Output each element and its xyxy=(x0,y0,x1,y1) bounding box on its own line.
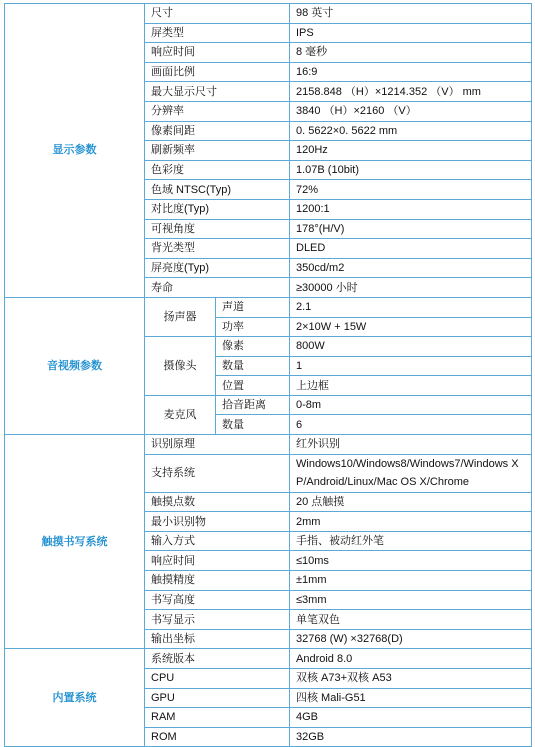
spec-value: 72% xyxy=(290,180,532,200)
spec-label: 识别原理 xyxy=(145,435,290,455)
spec-value: Android 8.0 xyxy=(290,649,532,669)
spec-value: 32768 (W) ×32768(D) xyxy=(290,629,532,649)
spec-label: 支持系统 xyxy=(145,454,290,492)
spec-label: ROM xyxy=(145,727,290,747)
spec-value: 手指、被动红外笔 xyxy=(290,531,532,551)
spec-label: 最大显示尺寸 xyxy=(145,82,290,102)
spec-label: 最小识别物 xyxy=(145,512,290,532)
spec-label: 拾音距离 xyxy=(216,395,290,415)
category-builtin-system: 内置系统 xyxy=(5,649,145,747)
spec-label: 书写显示 xyxy=(145,610,290,630)
spec-value: 四核 Mali-G51 xyxy=(290,688,532,708)
spec-label: 像素间距 xyxy=(145,121,290,141)
spec-label: 触摸点数 xyxy=(145,492,290,512)
spec-label: 屏类型 xyxy=(145,23,290,43)
table-row xyxy=(5,4,532,24)
spec-value: 350cd/m2 xyxy=(290,258,532,278)
spec-label: 输出坐标 xyxy=(145,629,290,649)
category-touch-system: 触摸书写系统 xyxy=(5,435,145,649)
spec-value: 120Hz xyxy=(290,141,532,161)
spec-value: 0. 5622×0. 5622 mm xyxy=(290,121,532,141)
spec-value: 1.07B (10bit) xyxy=(290,160,532,180)
spec-label: 色域 NTSC(Typ) xyxy=(145,180,290,200)
spec-label: 可视角度 xyxy=(145,219,290,239)
category-display-params: 显示参数 xyxy=(5,4,145,298)
spec-label: GPU xyxy=(145,688,290,708)
spec-label: 背光类型 xyxy=(145,239,290,259)
spec-value: 3840 （H）×2160 （V） xyxy=(290,101,532,121)
spec-label: 响应时间 xyxy=(145,43,290,63)
spec-value: 16:9 xyxy=(290,62,532,82)
spec-value: 2.1 xyxy=(290,297,532,317)
spec-table xyxy=(4,3,532,747)
spec-value: 红外识别 xyxy=(290,435,532,455)
spec-label: 声道 xyxy=(216,297,290,317)
spec-value: 2mm xyxy=(290,512,532,532)
spec-label: CPU xyxy=(145,669,290,689)
spec-label: 屏亮度(Typ) xyxy=(145,258,290,278)
spec-label: 对比度(Typ) xyxy=(145,199,290,219)
spec-label: 分辨率 xyxy=(145,101,290,121)
spec-value: 32GB xyxy=(290,727,532,747)
subgroup-speaker: 扬声器 xyxy=(145,297,216,336)
spec-label: 数量 xyxy=(216,415,290,435)
spec-label: 刷新频率 xyxy=(145,141,290,161)
spec-value: DLED xyxy=(290,239,532,259)
spec-value: 800W xyxy=(290,337,532,357)
spec-value: ≤3mm xyxy=(290,590,532,610)
spec-label: 功率 xyxy=(216,317,290,337)
spec-label: 像素 xyxy=(216,337,290,357)
spec-label: 书写高度 xyxy=(145,590,290,610)
category-av-params: 音视频参数 xyxy=(5,297,145,434)
subgroup-camera: 摄像头 xyxy=(145,337,216,396)
spec-value: IPS xyxy=(290,23,532,43)
spec-value: 6 xyxy=(290,415,532,435)
spec-label: 数量 xyxy=(216,356,290,376)
spec-label: RAM xyxy=(145,708,290,728)
spec-value: 2×10W + 15W xyxy=(290,317,532,337)
table-row xyxy=(5,297,532,317)
spec-value: 双核 A73+双核 A53 xyxy=(290,669,532,689)
spec-label: 系统版本 xyxy=(145,649,290,669)
table-row xyxy=(5,649,532,669)
spec-label: 输入方式 xyxy=(145,531,290,551)
spec-label: 寿命 xyxy=(145,278,290,298)
spec-value: 2158.848 （H）×1214.352 （V） mm xyxy=(290,82,532,102)
spec-value: ≤10ms xyxy=(290,551,532,571)
spec-value: 1 xyxy=(290,356,532,376)
spec-value: 98 英寸 xyxy=(290,4,532,24)
spec-label: 触摸精度 xyxy=(145,571,290,591)
spec-value: 8 毫秒 xyxy=(290,43,532,63)
spec-value: ±1mm xyxy=(290,571,532,591)
spec-label: 色彩度 xyxy=(145,160,290,180)
spec-value: 上边框 xyxy=(290,376,532,396)
spec-value: 单笔双色 xyxy=(290,610,532,630)
subgroup-microphone: 麦克风 xyxy=(145,395,216,434)
spec-value: ≥30000 小时 xyxy=(290,278,532,298)
spec-value: Windows10/Windows8/Windows7/Windows XP/Android/Linux/Mac OS X/Chrome xyxy=(290,454,532,492)
spec-value: 20 点触摸 xyxy=(290,492,532,512)
spec-label: 响应时间 xyxy=(145,551,290,571)
spec-label: 位置 xyxy=(216,376,290,396)
spec-label: 画面比例 xyxy=(145,62,290,82)
spec-value: 0-8m xyxy=(290,395,532,415)
spec-value: 1200:1 xyxy=(290,199,532,219)
spec-label: 尺寸 xyxy=(145,4,290,24)
spec-value: 4GB xyxy=(290,708,532,728)
table-row xyxy=(5,435,532,455)
spec-value: 178°(H/V) xyxy=(290,219,532,239)
